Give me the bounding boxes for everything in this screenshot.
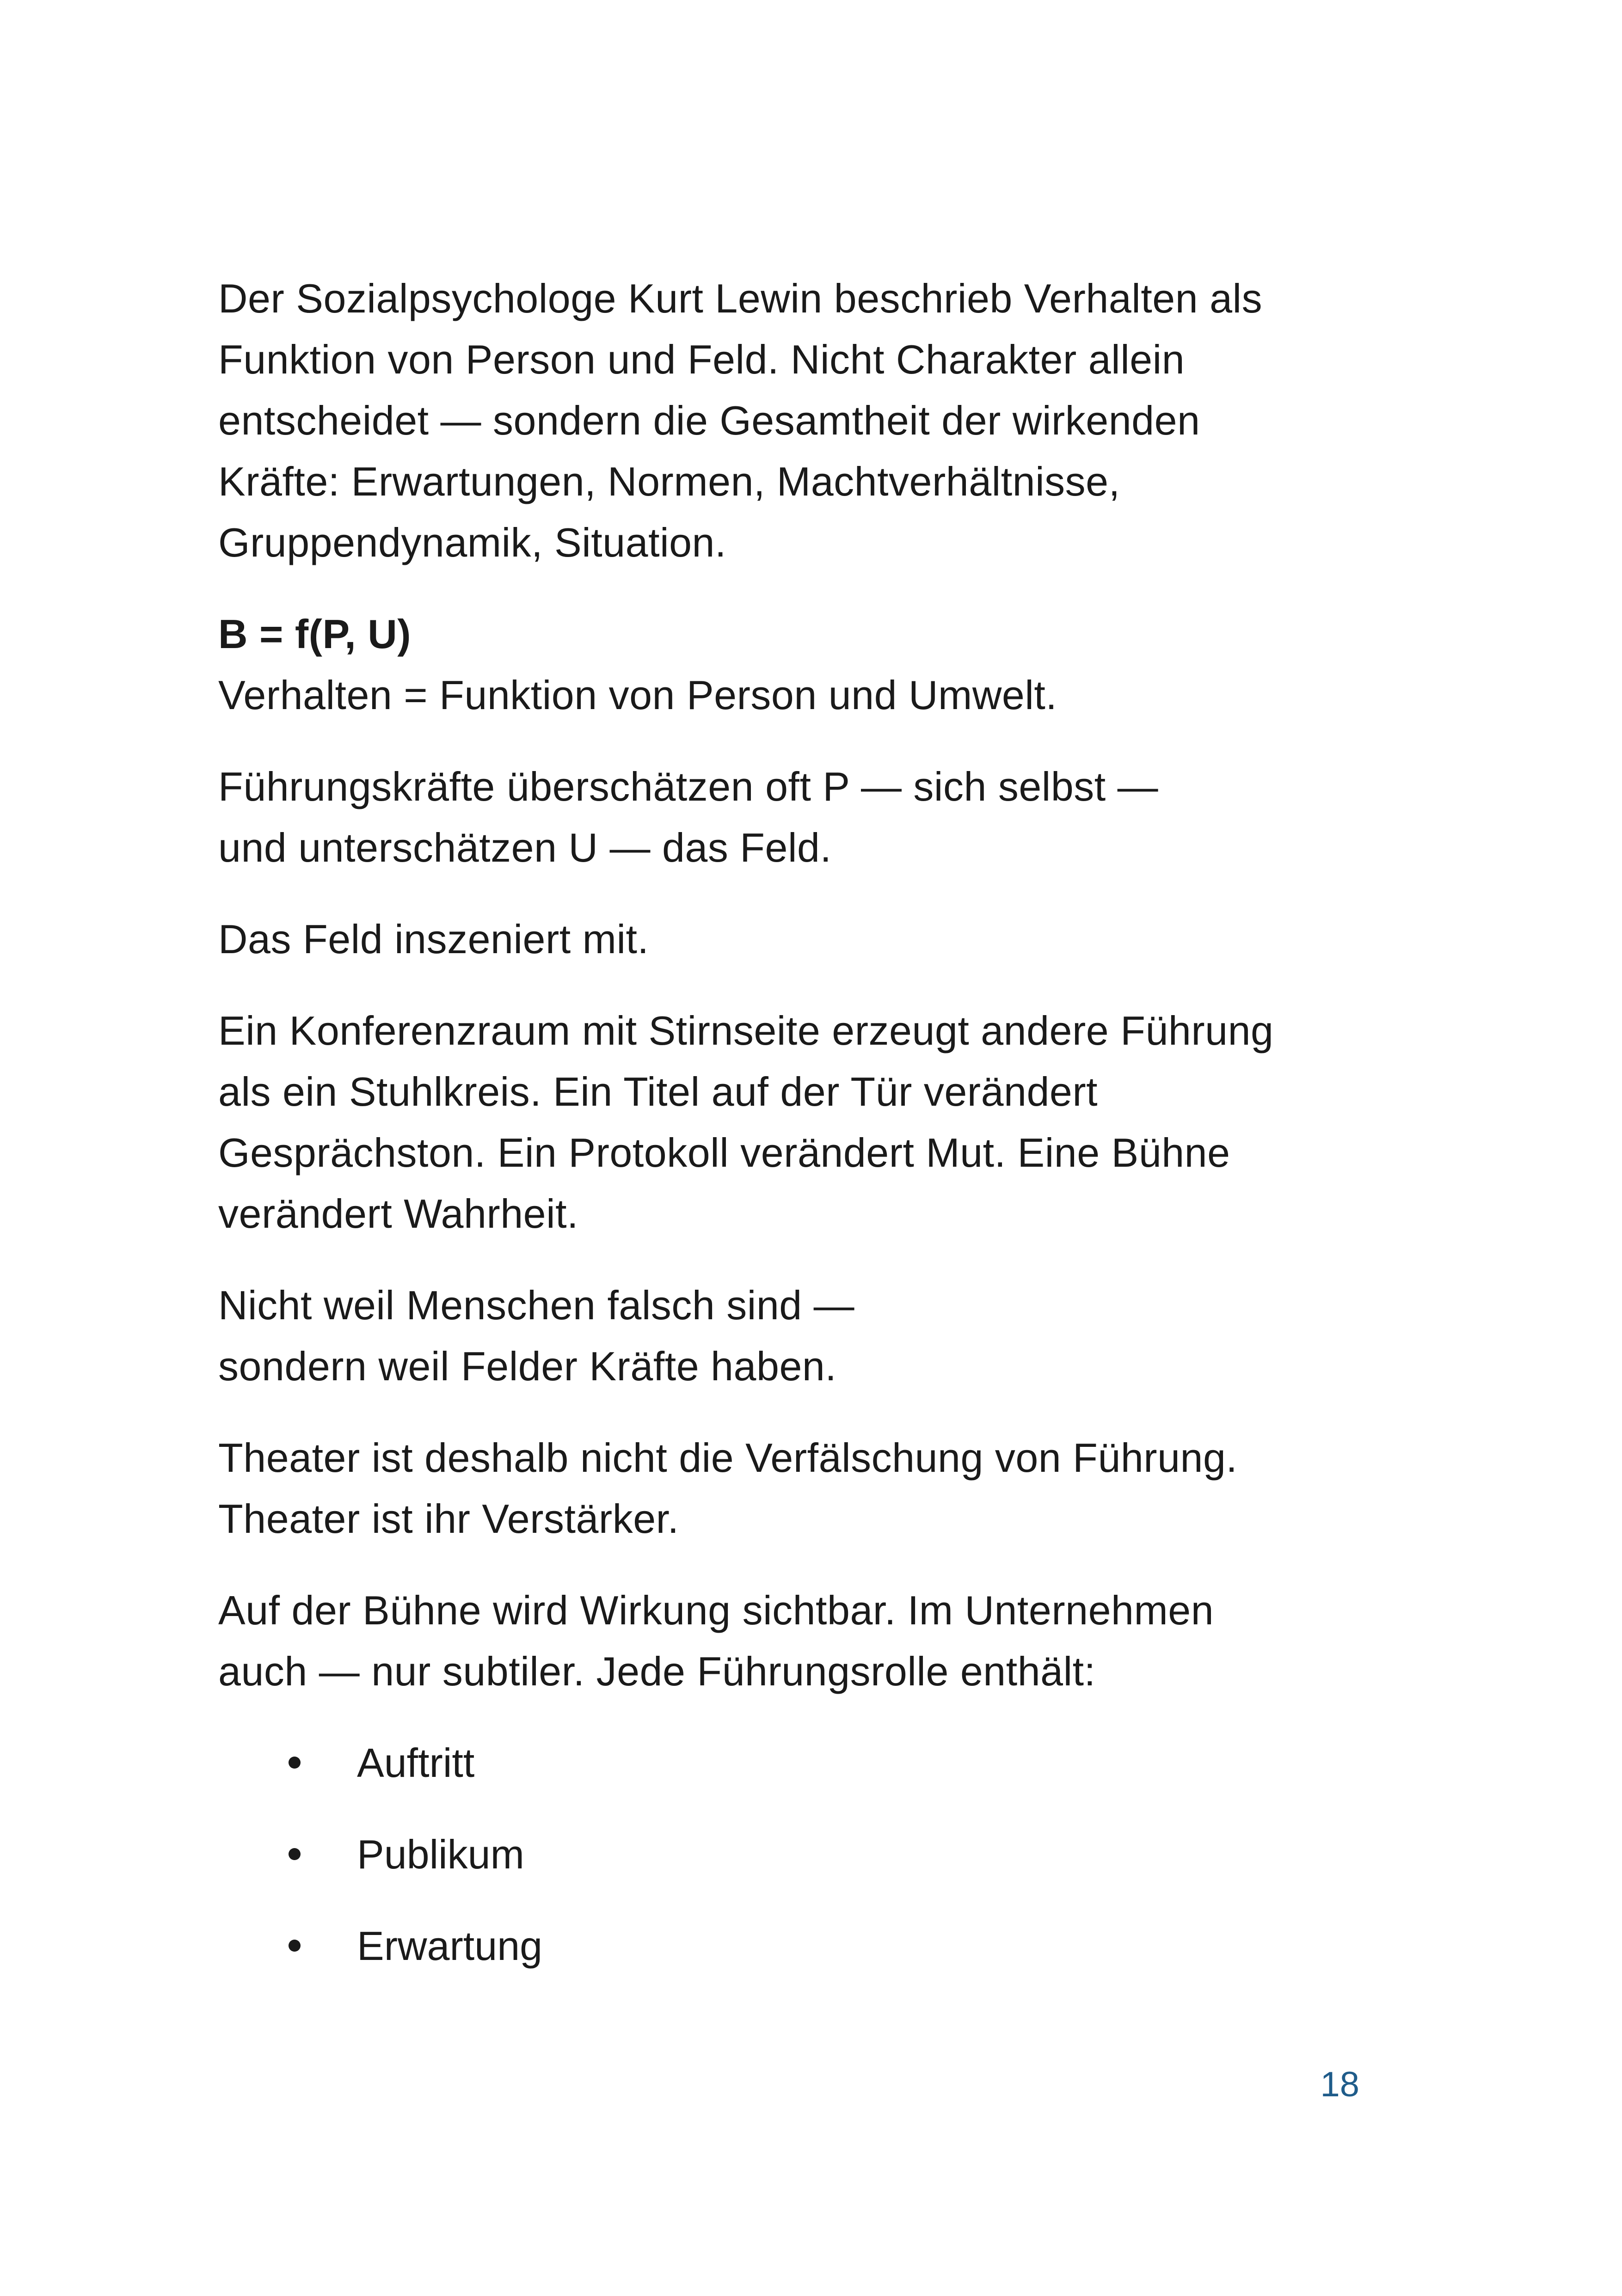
text-line: Führungskräfte überschätzen oft P — sich selbst — xyxy=(218,764,1159,809)
paragraph-field-stages xyxy=(218,909,1402,970)
text-line: Verhalten = Funktion von Person und Umwelt. xyxy=(218,672,1057,718)
text-line: Theater ist ihr Verstärker. xyxy=(218,1496,679,1542)
paragraph-theater-amplifier xyxy=(218,1427,1402,1549)
list-item-label: Auftritt xyxy=(357,1740,475,1786)
list-item-label: Publikum xyxy=(357,1831,524,1877)
text-line: auch — nur subtiler. Jede Führungsrolle enthält: xyxy=(218,1648,1096,1694)
paragraph-fields-forces xyxy=(218,1275,1402,1397)
text-line: verändert Wahrheit. xyxy=(218,1191,579,1237)
text-line: Nicht weil Menschen falsch sind — xyxy=(218,1282,855,1328)
text-line: sondern weil Felder Kräfte haben. xyxy=(218,1343,837,1389)
paragraph-formula xyxy=(218,604,1402,726)
paragraph-conference-room xyxy=(218,1000,1402,1244)
bullet-icon xyxy=(289,1940,301,1952)
text-line: Das Feld inszeniert mit. xyxy=(218,916,649,962)
text-line: als ein Stuhlkreis. Ein Titel auf der Tür verändert xyxy=(218,1069,1098,1114)
list-item xyxy=(218,1916,1402,1977)
text-line: und unterschätzen U — das Feld. xyxy=(218,825,832,870)
text-line: Der Sozialpsychologe Kurt Lewin beschrieb Verhalten als xyxy=(218,276,1263,321)
text-line: Kräfte: Erwartungen, Normen, Machtverhältnisse, xyxy=(218,459,1120,504)
text-line: entscheidet — sondern die Gesamtheit der wirkenden xyxy=(218,398,1200,443)
text-line: Funktion von Person und Feld. Nicht Charakter allein xyxy=(218,337,1185,382)
paragraph-lewin-intro xyxy=(218,268,1402,573)
list-item xyxy=(218,1824,1402,1885)
text-line: Theater ist deshalb nicht die Verfälschung von Führung. xyxy=(218,1435,1238,1481)
paragraph-overestimate xyxy=(218,756,1402,878)
list-item xyxy=(218,1733,1402,1794)
formula: B = f(P, U) xyxy=(218,611,412,657)
list-item-label: Erwartung xyxy=(357,1923,543,1969)
text-line: Auf der Bühne wird Wirkung sichtbar. Im Unternehmen xyxy=(218,1587,1214,1633)
bullet-list xyxy=(218,1733,1402,1977)
text-line: Gruppendynamik, Situation. xyxy=(218,520,726,565)
page-body xyxy=(218,268,1402,2007)
paragraph-stage-effect xyxy=(218,1580,1402,1702)
text-line: Ein Konferenzraum mit Stirnseite erzeugt andere Führung xyxy=(218,1008,1274,1053)
text-line: Gesprächston. Ein Protokoll verändert Mut. Eine Bühne xyxy=(218,1130,1230,1176)
bullet-icon xyxy=(289,1848,301,1860)
page-number: 18 xyxy=(1320,2065,1359,2104)
bullet-icon xyxy=(289,1757,301,1769)
